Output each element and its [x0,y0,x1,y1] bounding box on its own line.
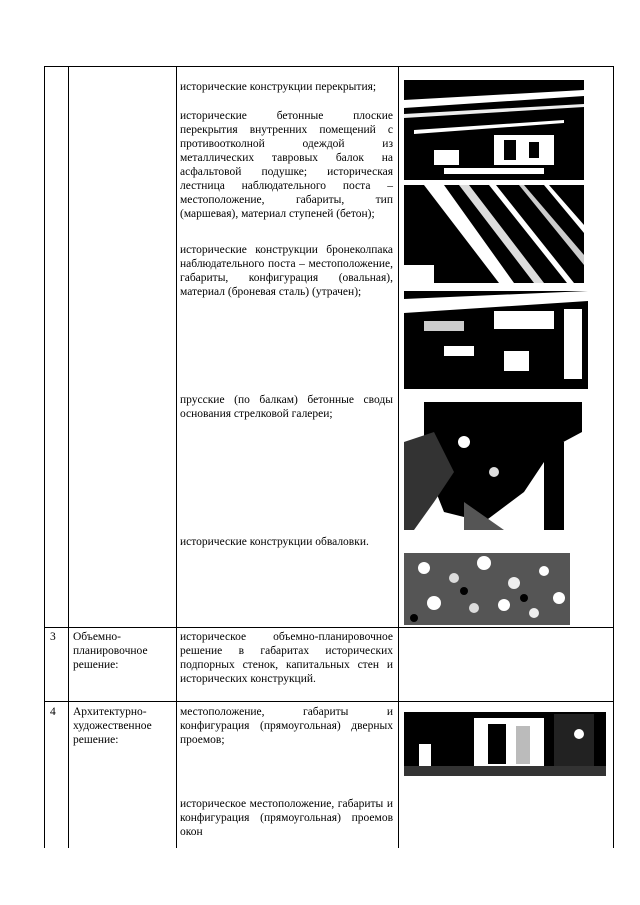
photo-stair-ribs [404,185,584,283]
row-4-paragraph-1: местоположение, габариты и конфигурация (прямоугольная) дверных проемов; [180,706,393,746]
photo-embankment [404,543,570,625]
table-divider-col3 [398,66,399,848]
photo-ceiling-beams [404,80,584,180]
row-3-title: Объемно-планировочное решение: [73,631,148,671]
table-divider-col1 [68,66,69,848]
table-border-top [44,66,614,67]
row-4-number: 4 [50,706,56,718]
table-row-divider-4 [44,701,614,702]
row-continued-paragraph-3: исторические конструкции бронеколпака наблюдательного поста – местоположение, габариты, конфигурация (овальная), материал (броневая сталь) (утрачен); [180,244,393,298]
row-4-paragraph-2: историческое местоположение, габариты и конфигурация (прямоугольная) проемов окон [180,798,393,838]
table-border-left [44,66,45,848]
table-border-right [613,66,614,848]
row-4-title: Архитектурно-художественное решение: [73,706,152,746]
table-divider-col2 [176,66,177,848]
photo-vault-overgrown [404,402,582,530]
row-continued-paragraph-1: исторические конструкции перекрытия; [180,81,377,93]
photo-casemate-interior [404,291,588,389]
row-3-number: 3 [50,631,56,643]
row-3-paragraph-1: историческое объемно-планировочное решение в габаритах исторических подпорных стенок, капитальных стен и исторических конструкций. [180,631,393,685]
row-continued-paragraph-4: прусские (по балкам) бетонные своды основания стрелковой галереи; [180,394,393,420]
photo-doorways [404,704,606,776]
row-continued-paragraph-2: исторические бетонные плоские перекрытия внутренних помещений с противоотколной одеждой из металлических тавровых балок на асфальтовой подушке; историческая лестница наблюдательного поста – местоположение, габариты, тип (маршевая), материал ступеней (бетон); [180,110,393,220]
row-continued-paragraph-5: исторические конструкции обваловки. [180,536,369,548]
table-row-divider-3 [44,627,614,628]
